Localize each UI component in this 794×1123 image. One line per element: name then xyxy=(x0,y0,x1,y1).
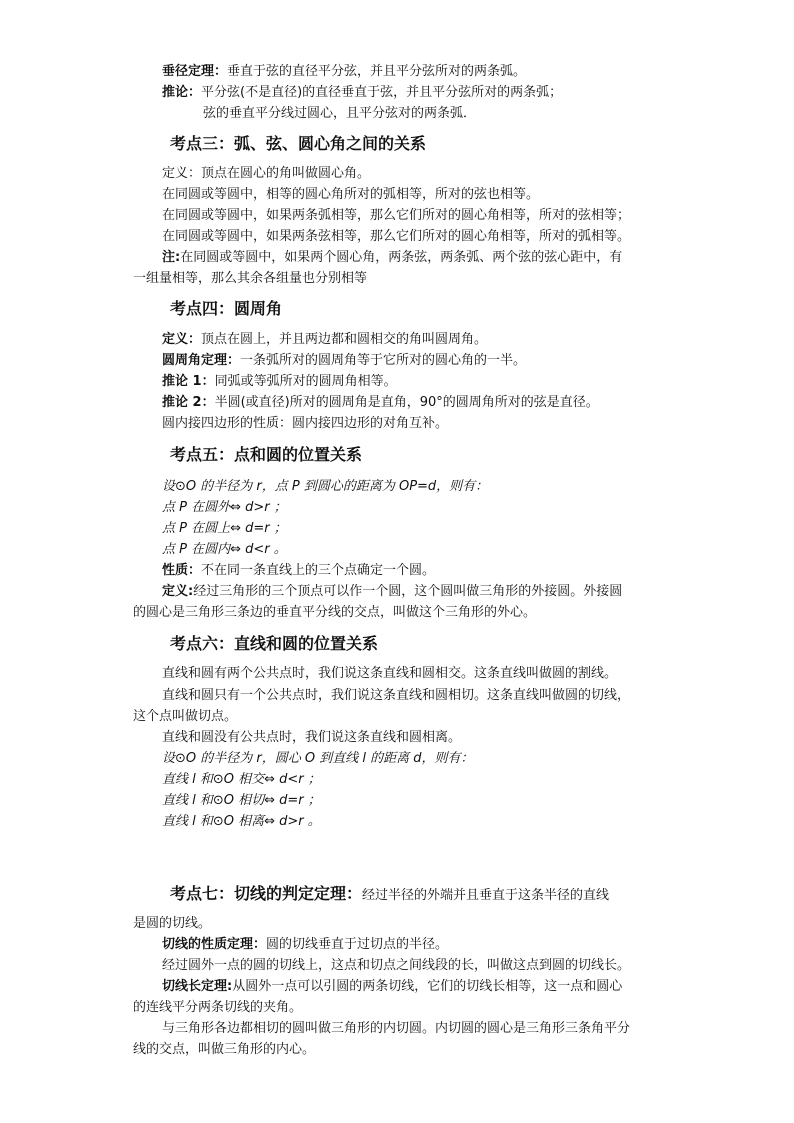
theorem-line xyxy=(162,977,622,997)
paragraph-line: 直线和圆只有一个公共点时，我们说这条直线和圆相切。这条直线叫做圆的切线， xyxy=(162,688,631,703)
term-label: 定义： xyxy=(162,332,202,347)
paragraph-line: 是圆的切线。 xyxy=(133,916,212,931)
paragraph-line: 与三角形各边都相切的圆叫做三角形的内切圆。内切圆的圆心是三角形三条角平分 xyxy=(162,1021,631,1036)
paragraph-line: 点 P 在圆外⇔ d>r ； xyxy=(162,500,287,515)
heading-point-3: 考点三：弧、弦、圆心角之间的关系 xyxy=(170,134,427,153)
corollary-line-2: 弦的垂直平分线过圆心，且平分弦对的两条弧． xyxy=(203,106,477,121)
term-label: 推论： xyxy=(162,85,202,100)
theorem-perpendicular-diameter xyxy=(162,62,526,82)
term-text: 一条弧所对的圆周角等于它所对的圆心角的一半。 xyxy=(240,353,527,368)
paragraph-line: 点 P 在圆上⇔ d=r ； xyxy=(162,521,287,536)
paragraph-line: 直线和圆有两个公共点时，我们说这条直线和圆相交。这条直线叫做圆的割线。 xyxy=(162,666,618,681)
term-label: 推论 1： xyxy=(162,374,215,389)
paragraph-line: 线的交点，叫做三角形的内心。 xyxy=(133,1042,316,1057)
paragraph-line: 这个点叫做切点。 xyxy=(133,709,238,724)
term-text: 垂直于弦的直径平分弦，并且平分弦所对的两条弧。 xyxy=(227,64,527,79)
paragraph-line: 直线 l 和⊙O 相交⇔ d<r ； xyxy=(162,772,321,787)
term-text: 圆的切线垂直于过切点的半径。 xyxy=(266,937,449,952)
heading-text: 经过半径的外端并且垂直于这条半径的直线 xyxy=(362,888,610,903)
paragraph-line: 在同圆或等圆中，如果两条弧相等，那么它们所对的圆心角相等，所对的弦相等； xyxy=(162,208,631,223)
paragraph-line: 直线和圆没有公共点时，我们说这条直线和圆相离。 xyxy=(162,730,462,745)
paragraph-line: 经过圆外一点的圆的切线上，这点和切点之间线段的长，叫做这点到圆的切线长。 xyxy=(162,958,631,973)
paragraph-line: 直线 l 和⊙O 相切⇔ d=r ； xyxy=(162,793,321,808)
paragraph-line: 直线 l 和⊙O 相离⇔ d>r 。 xyxy=(162,814,321,829)
term-text: 经过三角形的三个顶点可以作一个圆，这个圆叫做三角形的外接圆。外接圆 xyxy=(193,584,623,599)
term-text: 在同圆或等圆中，如果两个圆心角，两条弦，两条弧、两个弦的弦心距中，有 xyxy=(180,250,623,265)
heading-label: 考点七：切线的判定定理： xyxy=(170,884,363,903)
definition-line xyxy=(162,582,622,602)
heading-point-5: 考点五：点和圆的位置关系 xyxy=(170,445,363,464)
paragraph-line: 点 P 在圆内⇔ d<r 。 xyxy=(162,542,287,557)
paragraph-line: 在同圆或等圆中，如果两条弦相等，那么它们所对的圆心角相等，所对的弧相等。 xyxy=(162,229,631,244)
paragraph-line: 的连线平分两条切线的夹角。 xyxy=(133,1000,303,1015)
paragraph-line: 定义：顶点在圆心的角叫做圆心角。 xyxy=(162,166,371,181)
term-text: 顶点在圆上，并且两边都和圆相交的角叫圆周角。 xyxy=(201,332,488,347)
heading-point-6: 考点六：直线和圆的位置关系 xyxy=(170,634,379,653)
definition-line xyxy=(162,330,487,350)
paragraph-line: 设⊙O 的半径为 r，点 P 到圆心的距离为 OP=d，则有： xyxy=(162,479,489,494)
term-label: 注: xyxy=(162,250,181,265)
property-line xyxy=(162,561,435,581)
theorem-line xyxy=(162,351,526,371)
term-label: 性质： xyxy=(162,563,202,578)
corollary-line xyxy=(162,393,599,413)
term-text: 半圆(或直径)所对的圆周角是直角，90°的圆周角所对的弦是直径。 xyxy=(214,395,599,410)
note-line xyxy=(162,248,622,268)
heading-point-7 xyxy=(170,884,609,906)
property-line xyxy=(162,935,448,955)
term-label: 定义: xyxy=(162,584,194,599)
term-label: 圆周角定理： xyxy=(162,353,241,368)
paragraph-line: 圆内接四边形的性质：圆内接四边形的对角互补。 xyxy=(162,416,449,431)
heading-point-4: 考点四：圆周角 xyxy=(170,299,283,318)
term-text: 平分弦(不是直径)的直径垂直于弦，并且平分弦所对的两条弧； xyxy=(201,85,563,100)
term-text: 不在同一条直线上的三个点确定一个圆。 xyxy=(201,563,436,578)
paragraph-line: 一组量相等，那么其余各组量也分别相等 xyxy=(133,271,368,286)
paragraph-line: 设⊙O 的半径为 r，圆心 O 到直线 l 的距离 d，则有： xyxy=(162,751,474,766)
term-text: 从圆外一点可以引圆的两条切线，它们的切线长相等，这一点和圆心 xyxy=(232,979,623,994)
corollary-line xyxy=(162,372,397,392)
term-text: 同弧或等弧所对的圆周角相等。 xyxy=(214,374,397,389)
term-label: 垂径定理： xyxy=(162,64,228,79)
paragraph-line: 的圆心是三角形三条边的垂直平分线的交点，叫做这个三角形的外心。 xyxy=(133,605,537,620)
term-label: 切线长定理: xyxy=(162,979,233,994)
term-label: 推论 2： xyxy=(162,395,215,410)
paragraph-line: 在同圆或等圆中，相等的圆心角所对的弧相等，所对的弦也相等。 xyxy=(162,187,540,202)
term-label: 切线的性质定理： xyxy=(162,937,267,952)
corollary-line xyxy=(162,83,562,103)
